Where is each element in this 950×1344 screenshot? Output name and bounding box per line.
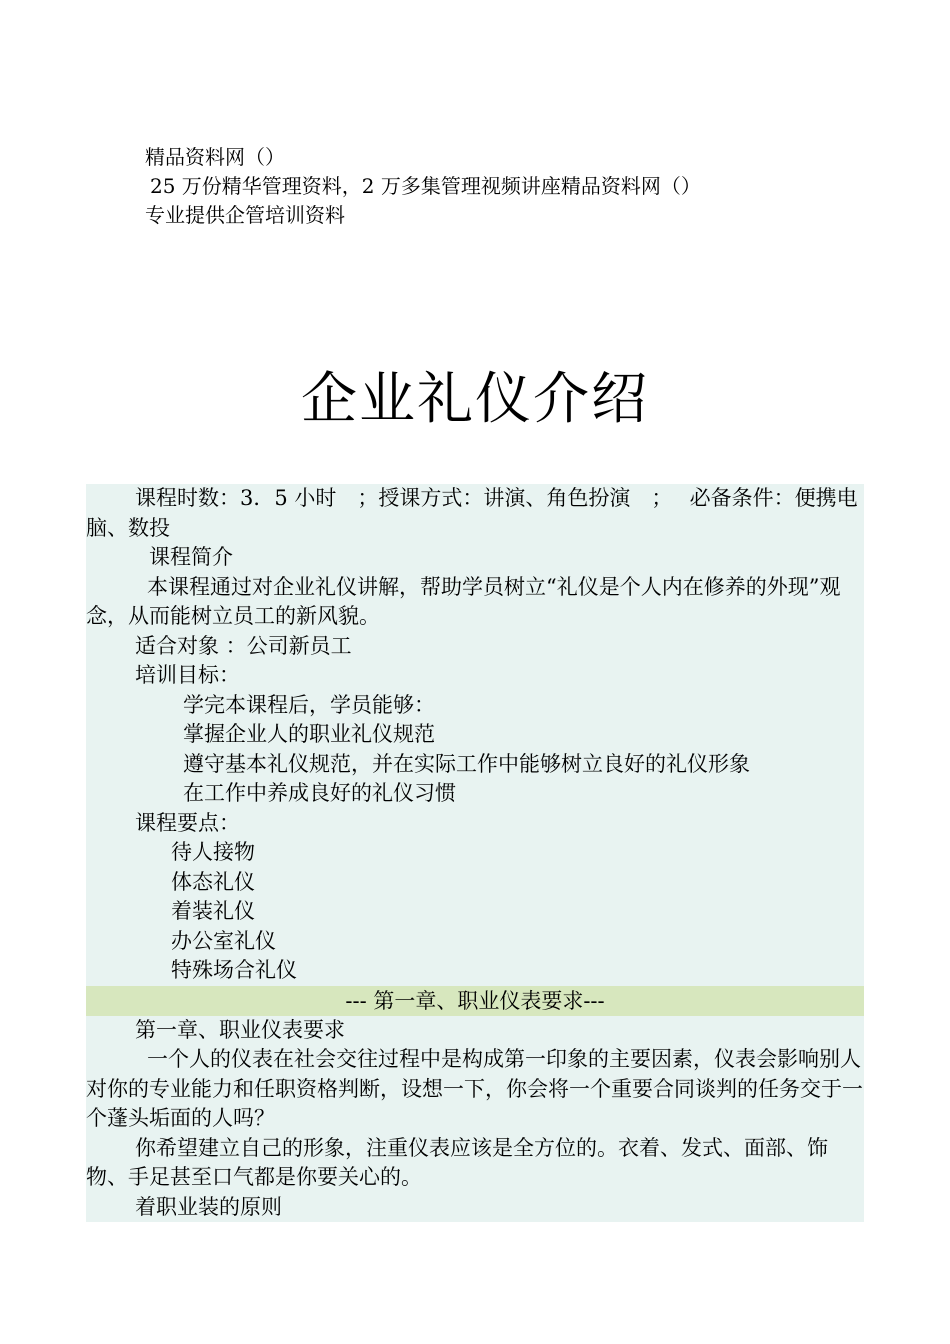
header-line-1: 精品资料网（） <box>145 145 285 169</box>
goals-heading: 培训目标： <box>135 663 240 687</box>
header-line-3: 专业提供企管培训资料 <box>145 203 345 227</box>
point-item: 办公室礼仪 <box>171 928 276 953</box>
point-item: 体态礼仪 <box>171 869 255 894</box>
goal-item: 学完本课程后，学员能够： <box>183 692 435 717</box>
document-body <box>86 484 864 1222</box>
goal-item: 在工作中养成良好的礼仪习惯 <box>183 781 456 805</box>
intro-heading: 课程简介 <box>149 545 233 569</box>
point-item: 着装礼仪 <box>171 899 255 923</box>
intro-text: 本课程通过对企业礼仪讲解，帮助学员树立“礼仪是个人内在修养的外现”观念，从而能树立员工的新风貌。 <box>86 574 841 628</box>
points-heading: 课程要点： <box>135 810 240 835</box>
chapter-one-section <box>86 1016 864 1223</box>
chapter-subheading: 着职业装的原则 <box>135 1194 282 1219</box>
course-info-line: 课程时数：3．5 小时 ；授课方式：讲演、角色扮演 ； 必备条件：便携电脑、数投 <box>86 486 858 540</box>
audience-line: 适合对象 ：公司新员工 <box>135 633 352 658</box>
chapter-title-bar: --- 第一章、职业仪表要求--- <box>86 986 864 1016</box>
goal-item: 掌握企业人的职业礼仪规范 <box>183 722 435 746</box>
chapter-heading: 第一章、职业仪表要求 <box>135 1017 345 1042</box>
goal-item: 遵守基本礼仪规范，并在实际工作中能够树立良好的礼仪形象 <box>183 751 750 776</box>
course-overview-section <box>86 484 864 986</box>
chapter-paragraph-1: 一个人的仪表在社会交往过程中是构成第一印象的主要因素，仪表会影响别人对你的专业能力和任职资格判断，设想一下，你会将一个重要合同谈判的任务交于一个蓬头垢面的人吗？ <box>86 1047 863 1130</box>
site-header <box>145 143 701 230</box>
chapter-paragraph-2: 你希望建立自己的形象，注重仪表应该是全方位的。衣着、发式、面部、饰物、手足甚至口气都是你要关心的。 <box>86 1135 828 1189</box>
header-line-2: 25 万份精华管理资料，2 万多集管理视频讲座精品资料网（） <box>150 174 701 198</box>
point-item: 待人接物 <box>171 840 255 864</box>
document-title: 企业礼仪介绍 <box>301 367 649 432</box>
point-item: 特殊场合礼仪 <box>171 958 297 982</box>
